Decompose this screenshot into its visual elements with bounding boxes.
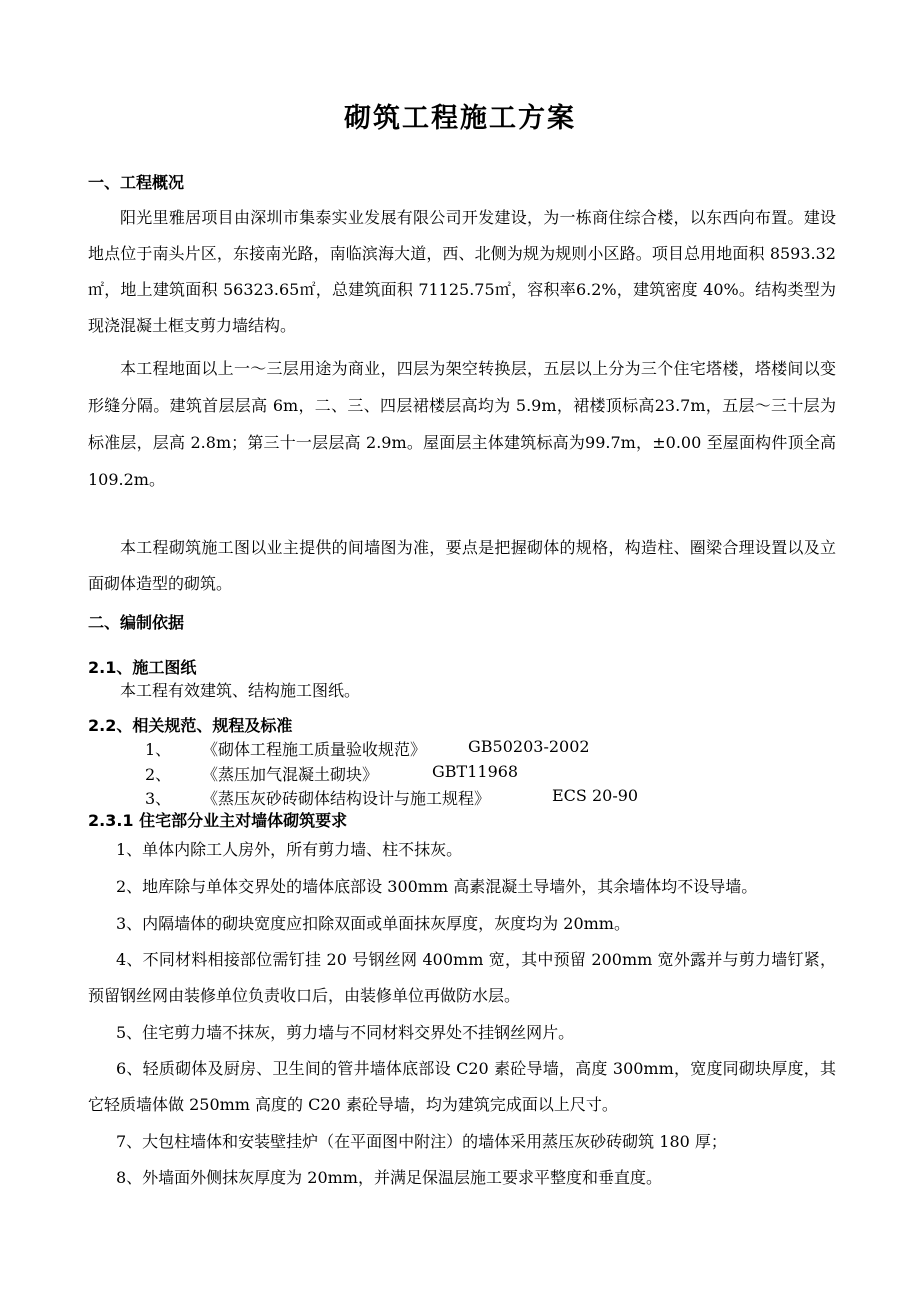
standard-code: GBT11968 xyxy=(432,762,519,781)
subsection-heading-standards: 2.2、相关规范、规程及标准 xyxy=(88,716,293,735)
standard-name: 《蒸压灰砂砖砌体结构设计与施工规程》 xyxy=(202,789,491,808)
standard-number: 2、 xyxy=(145,765,172,784)
standard-code: GB50203-2002 xyxy=(468,737,590,756)
overview-paragraph-3: 本工程砌筑施工图以业主提供的间墙图为准，要点是把握砌体的规格，构造柱、圈梁合理设置以及立面砌体造型的砌筑。 xyxy=(88,538,836,593)
requirement-item: 3、内隔墙体的砌块宽度应扣除双面或单面抹灰厚度，灰度均为 20mm。 xyxy=(116,914,630,933)
requirement-item: 4、不同材料相接部位需钉挂 20 号钢丝网 400mm 宽，其中预留 200mm 宽外露并与剪力墙钉紧，预留钢丝网由装修单位负责收口后，由装修单位再做防水层。 xyxy=(88,950,836,1005)
requirement-item: 6、轻质砌体及厨房、卫生间的管井墙体底部设 C20 素砼导墙，高度 300mm，宽度同砌块厚度，其它轻质墙体做 250mm 高度的 C20 素砼导墙，均为建筑完成面以上尺寸。 xyxy=(88,1059,836,1114)
standard-name: 《蒸压加气混凝土砌块》 xyxy=(202,765,379,784)
requirement-item: 8、外墙面外侧抹灰厚度为 20mm，并满足保温层施工要求平整度和垂直度。 xyxy=(116,1168,662,1187)
section-heading-overview: 一、工程概况 xyxy=(88,173,185,192)
drawings-text: 本工程有效建筑、结构施工图纸。 xyxy=(120,681,361,700)
requirement-item: 2、地库除与单体交界处的墙体底部设 300mm 高素混凝土导墙外，其余墙体均不设导墙。 xyxy=(116,877,758,896)
overview-paragraph-1: 阳光里雅居项目由深圳市集泰实业发展有限公司开发建设，为一栋商住综合楼，以东西向布置。建设地点位于南头片区，东接南光路，南临滨海大道，西、北侧为规为规则小区路。项目总用地面积 8593.32㎡，地上建筑面积 56323.65㎡，总建筑面积 71125.75㎡，容积率6.2%，建筑密度 40%。结构类型为现浇混凝土框支剪力墙结构。 xyxy=(88,208,836,335)
standard-number: 3、 xyxy=(145,789,172,808)
standard-name: 《砌体工程施工质量验收规范》 xyxy=(202,740,427,759)
requirement-item: 7、大包柱墙体和安装壁挂炉（在平面图中附注）的墙体采用蒸压灰砂砖砌筑 180 厚； xyxy=(116,1132,727,1151)
subsection-heading-owner-requirements: 2.3.1 住宅部分业主对墙体砌筑要求 xyxy=(88,811,348,830)
requirement-item: 5、住宅剪力墙不抹灰，剪力墙与不同材料交界处不挂钢丝网片。 xyxy=(116,1023,575,1042)
section-heading-basis: 二、编制依据 xyxy=(88,613,185,632)
standard-number: 1、 xyxy=(145,740,172,759)
requirement-item: 1、单体内除工人房外，所有剪力墙、柱不抹灰。 xyxy=(116,840,463,859)
page-title: 砌筑工程施工方案 xyxy=(344,103,576,134)
standard-code: ECS 20-90 xyxy=(552,786,639,805)
overview-paragraph-2: 本工程地面以上一～三层用途为商业，四层为架空转换层，五层以上分为三个住宅塔楼，塔楼间以变形缝分隔。建筑首层层高 6m，二、三、四层裙楼层高均为 5.9m，裙楼顶标高23.7m，五层～三十层为标准层，层高 2.8m；第三十一层层高 2.9m。屋面层主体建筑标高为99.7m，±0.00 至屋面构件顶全高 109.2m。 xyxy=(88,359,836,489)
subsection-heading-drawings: 2.1、施工图纸 xyxy=(88,658,197,677)
